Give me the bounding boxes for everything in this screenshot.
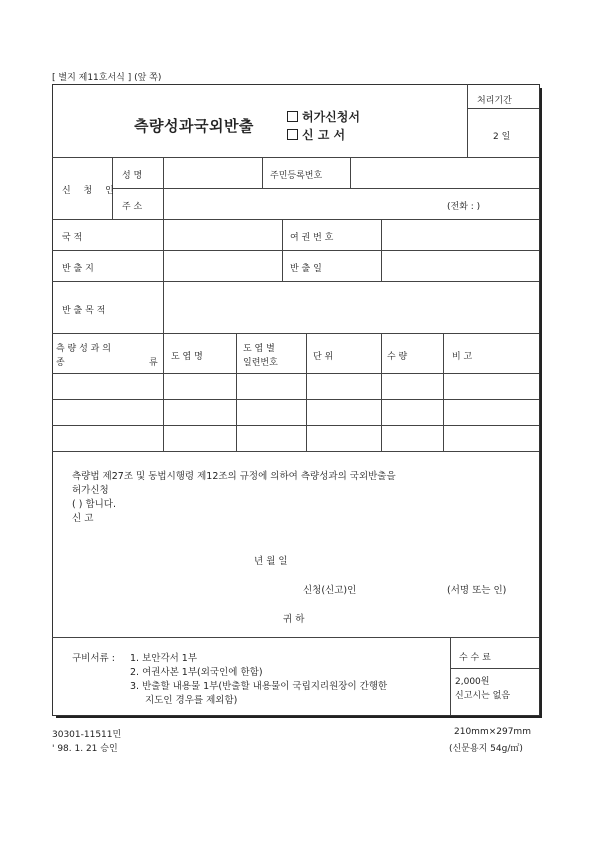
document-item: 지도인 경우를 제외함) bbox=[145, 695, 238, 706]
option-report[interactable]: 신 고 서 bbox=[287, 126, 345, 143]
divider bbox=[52, 425, 539, 426]
processing-label: 처리기간 bbox=[477, 96, 512, 106]
name-label: 성 명 bbox=[122, 171, 143, 181]
col-type-header-2a: 종 bbox=[56, 358, 65, 368]
col-note-header: 비 고 bbox=[452, 352, 473, 362]
col-map-number-header-2: 일련번호 bbox=[243, 358, 278, 368]
date-line: 년 월 일 bbox=[254, 556, 288, 567]
divider bbox=[450, 668, 539, 669]
checkbox-permit[interactable] bbox=[287, 111, 298, 122]
phone-label: (전화 : ) bbox=[447, 202, 481, 212]
col-unit-header: 단 위 bbox=[313, 352, 334, 362]
divider bbox=[163, 157, 164, 219]
divider bbox=[467, 84, 468, 157]
addressee: 귀 하 bbox=[283, 614, 305, 625]
divider bbox=[52, 250, 539, 251]
statement-line-2: 허가신청 bbox=[72, 485, 109, 496]
col-quantity-header: 수 량 bbox=[387, 352, 408, 362]
paper-type: (신문용지 54g/㎡) bbox=[449, 744, 523, 754]
divider bbox=[52, 281, 539, 282]
documents-label: 구비서류 : bbox=[72, 653, 115, 664]
divider bbox=[467, 108, 539, 109]
form-code: 30301-11511민 bbox=[52, 730, 122, 740]
checkbox-report[interactable] bbox=[287, 129, 298, 140]
signer-label: 신청(신고)인 bbox=[303, 585, 357, 596]
form-tag: [ 별지 제11호서식 ] (앞 쪽) bbox=[52, 73, 162, 83]
document-item: 3. 반출할 내용물 1부(반출할 내용물이 국립지리원장이 간행한 bbox=[130, 681, 388, 692]
divider bbox=[381, 333, 382, 451]
divider bbox=[443, 333, 444, 451]
statement-line-4: 신 고 bbox=[72, 513, 94, 524]
divider bbox=[52, 157, 539, 158]
divider bbox=[52, 399, 539, 400]
col-map-name-header: 도 엽 명 bbox=[171, 352, 203, 362]
fee-label: 수 수 료 bbox=[459, 653, 491, 663]
fee-note: 신고시는 없음 bbox=[455, 691, 511, 701]
col-map-number-header: 도 엽 별 bbox=[243, 344, 275, 354]
divider bbox=[262, 157, 263, 188]
option-permit[interactable]: 허가신청서 bbox=[287, 108, 360, 125]
divider bbox=[112, 188, 539, 189]
document-item: 2. 여권사본 1부(외국인에 한함) bbox=[130, 667, 263, 678]
document-item: 1. 보안각서 1부 bbox=[130, 653, 198, 664]
divider bbox=[52, 451, 539, 452]
export-place-label: 반 출 지 bbox=[62, 264, 94, 274]
divider bbox=[450, 637, 451, 715]
purpose-label: 반 출 목 적 bbox=[62, 306, 106, 316]
col-type-header-2b: 류 bbox=[149, 358, 158, 368]
divider bbox=[52, 637, 539, 638]
statement-line-3: ( ) 합니다. bbox=[72, 499, 117, 510]
export-date-label: 반 출 일 bbox=[290, 264, 322, 274]
col-type-header: 측 량 성 과 의 bbox=[56, 344, 111, 354]
id-number-label: 주민등록번호 bbox=[270, 171, 323, 181]
passport-label: 여 권 번 호 bbox=[290, 233, 334, 243]
divider bbox=[236, 333, 237, 451]
divider bbox=[52, 219, 539, 220]
signature-label: (서명 또는 인) bbox=[447, 585, 507, 596]
divider bbox=[306, 333, 307, 451]
address-label: 주 소 bbox=[122, 202, 143, 212]
divider bbox=[52, 333, 539, 334]
applicant-label: 신 청 인 bbox=[62, 186, 119, 196]
nationality-label: 국 적 bbox=[62, 233, 83, 243]
approval-date: ' 98. 1. 21 승인 bbox=[52, 744, 118, 754]
statement-line-1: 측량법 제27조 및 동법시행령 제12조의 규정에 의하여 측량성과의 국외반출을 bbox=[72, 471, 396, 482]
fee-amount: 2,000원 bbox=[455, 677, 490, 687]
form-title: 측량성과국외반출 bbox=[134, 117, 254, 135]
paper-size: 210mm×297mm bbox=[454, 727, 531, 737]
divider bbox=[52, 373, 539, 374]
processing-value: 2 일 bbox=[493, 132, 511, 142]
divider bbox=[163, 281, 164, 333]
divider bbox=[350, 157, 351, 188]
divider bbox=[163, 333, 164, 451]
